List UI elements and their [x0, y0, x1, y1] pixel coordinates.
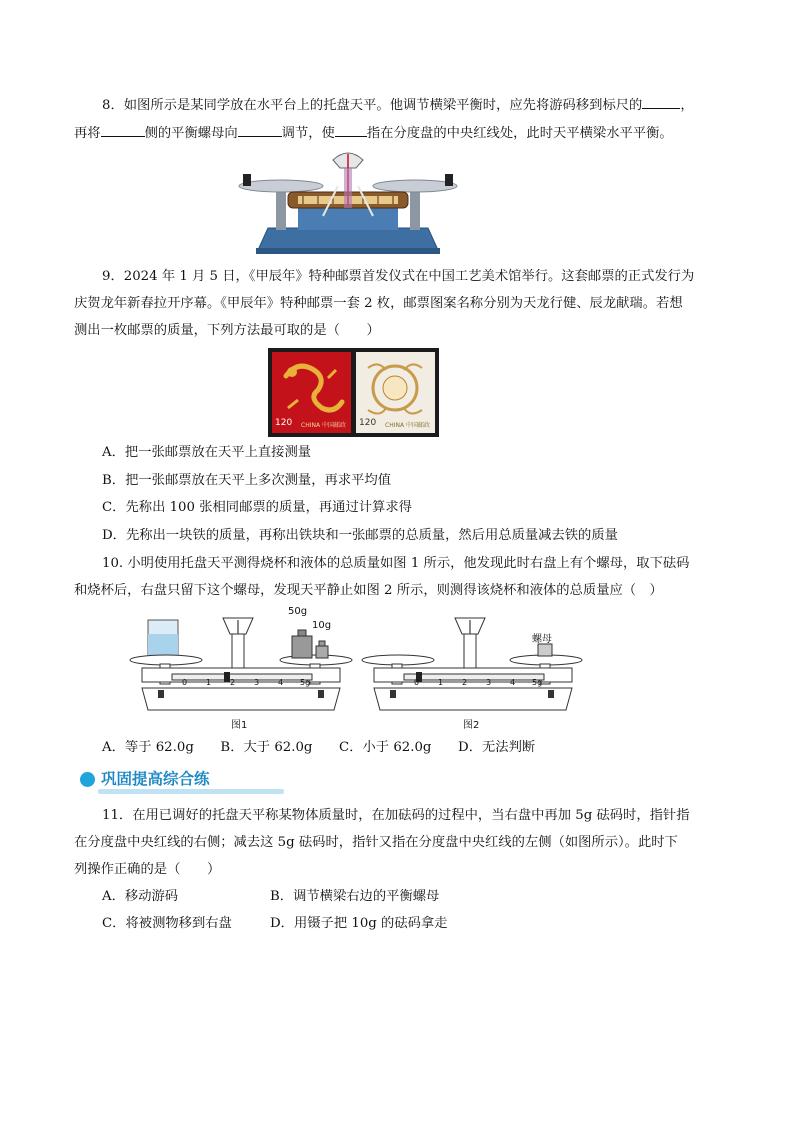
balance-figure-1	[128, 604, 354, 732]
q11-option-b[interactable]: B．调节横梁右边的平衡螺母	[270, 889, 440, 904]
q9-line-3: 测出一枚邮票的质量，下列方法最可取的是（ ）	[74, 323, 380, 338]
q8-text-2d: 指在分度盘的中央红线处，此时天平横梁水平平衡。	[366, 126, 673, 141]
fig2-tick-3: 3	[486, 678, 492, 687]
balance-figure-2	[360, 604, 586, 732]
q11-option-d[interactable]: D．用镊子把 10g 的砝码拿走	[270, 916, 448, 931]
q9-option-b[interactable]: B．把一张邮票放在天平上多次测量，再求平均值	[102, 473, 392, 488]
q8-blank-3[interactable]	[238, 122, 282, 137]
q8-text-1a: 8．如图所示是某同学放在水平台上的托盘天平。他调节横梁平衡时，应先将游码移到标尺的	[102, 98, 643, 113]
fig1-tick-4: 4	[278, 678, 284, 687]
stamp-left-value: 120	[275, 418, 293, 428]
q8-text-2a: 再将	[74, 126, 101, 141]
q11-line-3: 列操作正确的是（ ）	[74, 862, 221, 877]
q8-line-1	[102, 94, 694, 116]
q8-blank-4[interactable]	[335, 122, 367, 137]
q9-option-a[interactable]: A．把一张邮票放在天平上直接测量	[102, 445, 312, 460]
q8-text-1b: ，	[680, 98, 694, 113]
q10-options[interactable]: A．等于 62.0g B．大于 62.0g C．小于 62.0g D．无法判断	[102, 740, 536, 755]
fig1-tick-0: 0	[182, 678, 188, 687]
fig2-tick-0: 0	[414, 678, 420, 687]
q8-text-2c: 调节，使	[281, 126, 335, 141]
fig2-tick-4: 4	[510, 678, 516, 687]
fig1-weight-50g: 50g	[288, 606, 308, 617]
q8-blank-2[interactable]	[101, 122, 145, 137]
fig1-tick-1: 1	[206, 678, 212, 687]
balance-figure	[238, 146, 458, 256]
fig2-nut-label: 螺母	[532, 634, 552, 645]
fig2-tick-1: 1	[438, 678, 444, 687]
stamp-right-value: 120	[359, 418, 377, 428]
fig2-caption: 图2	[463, 720, 480, 731]
q11-option-a[interactable]: A．移动游码	[102, 889, 179, 904]
fig1-scale-ticks	[176, 678, 316, 688]
stamp-left-country: CHINA 中国邮政	[301, 422, 346, 429]
fig2-tick-2: 2	[462, 678, 468, 687]
q8-blank-1[interactable]	[642, 94, 680, 109]
fig1-caption: 图1	[231, 720, 248, 731]
stamps-figure	[268, 348, 439, 437]
fig2-tick-5: 5g	[532, 678, 543, 687]
q11-line-2: 在分度盘中央红线的右侧；减去这 5g 砝码时，指针又指在分度盘中央红线的左侧（如图所示）。此时下	[74, 835, 678, 850]
section-title: 巩固提高综合练	[101, 770, 210, 788]
fig1-tick-3: 3	[254, 678, 260, 687]
q9-option-c[interactable]: C．先称出 100 张相同邮票的质量，再通过计算求得	[102, 500, 412, 515]
q11-line-1: 11．在用已调好的托盘天平称某物体质量时，在加砝码的过程中，当右盘中再加 5g 砝码时，指针指	[102, 808, 690, 823]
fig1-tick-5: 5g	[300, 678, 311, 687]
q9-line-2: 庆贺龙年新春拉开序幕。《甲辰年》特种邮票一套 2 枚，邮票图案名称分别为天龙行健、辰龙献瑞。若想	[74, 296, 683, 311]
fig1-weight-10g: 10g	[312, 620, 332, 631]
stamp-right-country: CHINA 中国邮政	[385, 422, 430, 429]
q9-line-1: 9．2024 年 1 月 5 日，《甲辰年》特种邮票首发仪式在中国工艺美术馆举行。这套邮票的正式发行为	[102, 269, 695, 284]
q11-option-c[interactable]: C．将被测物移到右盘	[102, 916, 232, 931]
q8-text-2b: 侧的平衡螺母向	[144, 126, 238, 141]
fig2-scale-ticks	[408, 678, 548, 688]
q10-line-1: 10. 小明使用托盘天平测得烧杯和液体的总质量如图 1 所示，他发现此时右盘上有个螺母，取下砝码	[102, 556, 690, 571]
q9-option-d[interactable]: D．先称出一块铁的质量，再称出铁块和一张邮票的总质量，然后用总质量减去铁的质量	[102, 528, 618, 543]
section-bullet-icon	[80, 772, 95, 787]
q8-line-2	[74, 122, 673, 144]
fig1-tick-2: 2	[230, 678, 236, 687]
q10-line-2: 和烧杯后，右盘只留下这个螺母，发现天平静止如图 2 所示，则测得该烧杯和液体的总质量应（ ）	[74, 583, 663, 598]
